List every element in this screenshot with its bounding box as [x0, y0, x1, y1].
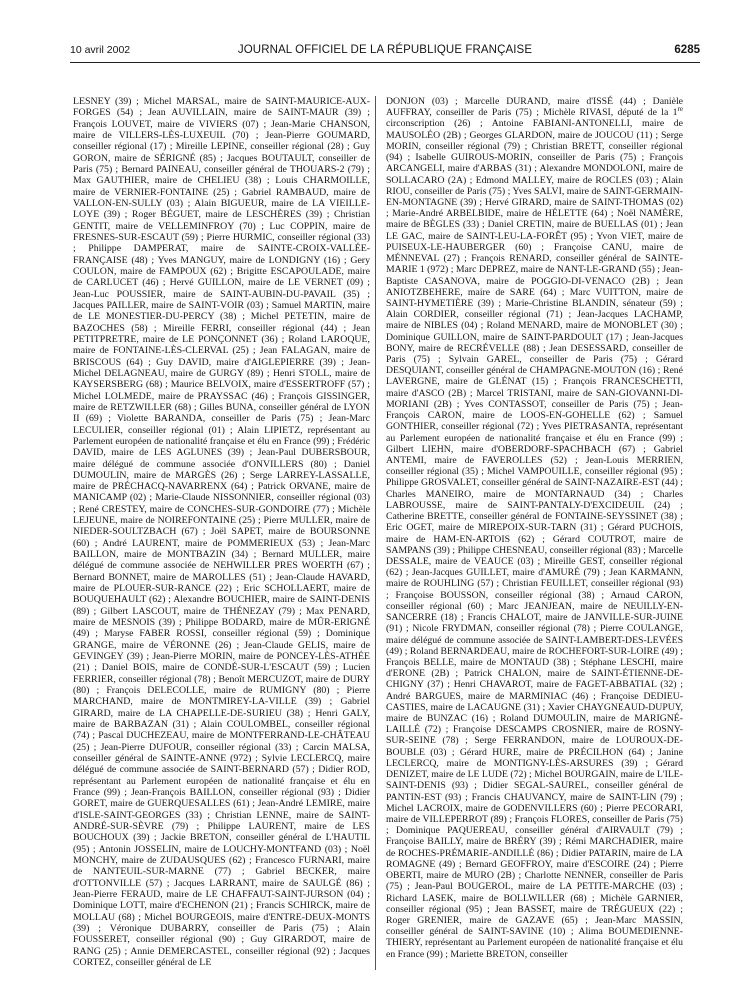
header-date: 10 avril 2002: [70, 44, 131, 56]
page-header: [70, 44, 700, 60]
right-column-text-rest: circonscription (26) ; Antoine FABIANI-ANTONELLI, maire de MAUSOLÉO (2B) ; Georges GLARDON, maire de JOUCOU (11) ; Serge MORIN, conseiller régional (79) ; Christian BRETT, conseiller régional (94) ; Isabelle GUIROUS-MORIN, conseiller de Paris (75) ; François ARCANGELI, maire d'ARBAS (31) ; Alexandre MONDOLONI, maire de SOLLACARO (2A) ; Edmond MALLEY, maire de ROCLES (03) ; Alain RIOU, conseiller de Paris (75) ; Yves SALVI, maire de SAINT-GERMAIN-EN-MONTAGNE (39) ; Hervé GIRARD, maire de SAINT-THOMAS (02) ; Marie-André ARBELBIDE, maire de HÉLETTE (64) ; Noël NAMÈRE, maire de BÈGLES (33) ; Daniel CRETIN, maire de BUELLAS (01) ; Jean LE GAC, maire de SAINT-LEU-LA-FORÊT (95) ; Yvon VIET, maire de PUISEUX-LE-HAUBERGER (60) ; Françoise CANU, maire de MÉNNEVAL (27) ; François RENARD, conseiller général de SAINTE-MARIE 1 (972) ; Marc DEPREZ, maire de NANT-LE-GRAND (55) ; Jean-Baptiste CASANOVA, maire de POGGIO-DI-VENACO (2B) ; Jean ANIOTZBEHERE, maire de SARE (64) ; Marc VUITTON, maire de SAINT-HYMETIÈRE (39) ; Marie-Christine BLANDIN, sénateur (59) ; Alain CORDIER, conseiller régional (71) ; Jean-Jacques LACHAMP, maire de NIBLES (04) ; Roland MENARD, maire de MONOBLET (30) ; Dominique GUILLON, maire de SAINT-PARDOULT (17) ; Jean-Jacques BONY, maire de RECRÉVELLE (88) ; Jean DESESSARD, conseiller de Paris (75) ; Sylvain GAREL, conseiller de Paris (75) ; Gérard DESQUIANT, conseiller général de CHAMPAGNE-MOUTON (16) ; René LAVERGNE, maire de GLÉNAT (15) ; François FRANCESCHETTI, maire d'ASCO (2B) ; Marcel TRISTANI, maire de SAN-GIOVANNI-DI-MORIANI (2B) ; Yves CONTASSOT, conseiller de Paris (75) ; Jean-François CARON, maire de LOOS-EN-GOHELLE (62) ; Samuel GONTHIER, conseiller régional (72) ; Yves PIETRASANTA, représentant au Parlement européen de nationalité française et élu en France (99) ; Gilbert LIEHN, maire d'OBERDORF-SPACHBACH (67) ; Gabriel ANTEMI, maire de FAVEROLLES (52) ; Jean-Louis MERRIEN, conseiller régional (35) ; Michel VAMPOUILLE, conseiller régional (95) ; Philippe GROSVALET, conseiller général de SAINT-NAZAIRE-EST (44) ; Charles MANEIRO, maire de MONTARNAUD (34) ; Charles LABROUSSE, maire de SAINT-PANTALY-D'EXCIDEUIL (24) ; Catherine BRETTE, conseiller général de FONTAINE-SEYSSINET (38) ; Eric OGET, maire de MIREPOIX-SUR-TARN (31) ; Gérard PUCHOIS, maire de HAM-EN-ARTOIS (62) ; Gérard COUTROT, maire de SAMPANS (39) ; Philippe CHESNEAU, conseiller régional (83) ; Marcelle DESSALE, maire de VEAUCE (03) ; Mireille GEST, conseiller régional (62) ; Jean-Jacques GUILLET, maire d'AMURÉ (79) ; Jean KARMANN, maire de ROUHLING (57) ; Christian FEUILLET, conseiller régional (93) ; Françoise BOUSSON, conseiller régional (38) ; Arnaud CARON, conseiller régional (60) ; Marc JEANJEAN, maire de NEUILLY-EN-SANCERRE (18) ; Francis CHALOT, maire de JANVILLE-SUR-JUINE (91) ; Nicole FRYDMAN, conseiller régional (78) ; Pierre COULANGE, maire délégué de commune associée de SAINT-LAMBERT-DES-LEVÉES (49) ; Roland BERNARDEAU, maire de ROCHEFORT-SUR-LOIRE (49) ; François BELLE, maire de MONTAUD (38) ; Stéphane LESCHI, maire d'ERONE (2B) ; Patrick CHALON, maire de SAINT-ÉTIENNE-DE-CHIGNY (37) ; Henri CHAVAROT, maire de FAGET-ABBATIAL (32) ; André BARGUES, maire de MARMINIAC (46) ; Françoise DEDIEU-CASTIES, maire de LACAUGNE (31) ; Xavier CHAYGNEAUD-DUPUY, maire de BUNZAC (16) ; Roland DUMOULIN, maire de MARIGNÉ-LAILLÉ (72) ; Françoise DESCAMPS CROSNIER, maire de ROSNY-SUR-SEINE (78) ; Serge FERRANDON, maire de LOUROUX-DE-BOUBLE (03) ; Gérard HURE, maire de PRÉCILHON (64) ; Janine LECLERCQ, maire de MONTIGNY-LÈS-ARSURES (39) ; Gérard DENIZET, maire de LE LUDE (72) ; Michel BOURGAIN, maire de L'ILE-SAINT-DENIS (93) ; Didier SEGAL-SAUREL, conseiller général de PANTIN-EST (93) ; Francis CHAUVANCY, maire de SAINT-LIN (79) ; Michel LACROIX, maire de GODENVILLERS (60) ; Pierre PECORARI, maire de VILLEPERROT (89) ; François FLORES, conseiller de Paris (75) ; Dominique PAQUEREAU, conseiller général d'AIRVAULT (79) ; Françoise BAILLY, maire de BRÉRY (39) ; Rémi MARCHADIER, maire de ROCHES-PRÉMARIE-ANDILLÉ (86) ; Didier PATARIN, maire de LA ROMAGNE (49) ; Bernard GEOFFROY, maire d'ESCOIRE (24) ; Pierre OBERTI, maire de MURO (2B) ; Charlotte NENNER, conseiller de Paris (75) ; Jean-Paul BOUGEROL, maire de LA PETITE-MARCHE (03) ; Richard LASEK, maire de BOLLWILLER (68) ; Michèle GARNIER, conseiller régional (95) ; Jean BASSET, maire de TRÉGUEUX (22) ; Roger GRENIER, maire de GAZAVE (65) ; Jean-Marc MASSIN, conseiller général de SAINT-SAVINE (10) ; Alima BOUMEDIENNE-THIERY, représentant au Parlement européen de nationalité française et élu en France (99) ; Mariette BRETON, conseiller: [386, 118, 683, 960]
journal-title: JOURNAL OFFICIEL DE LA RÉPUBLIQUE FRANÇAISE: [237, 44, 533, 56]
page-number: 6285: [674, 44, 700, 56]
column-divider: [375, 96, 376, 970]
ordinal-superscript: re: [677, 104, 683, 113]
right-column-text: [386, 96, 683, 960]
header-rule: [70, 62, 700, 63]
right-column-text-start: DONJON (03) ; Marcelle DURAND, maire d'ISSÉ (44) ; Danièle AUFFRAY, conseiller de Paris (75) ; Michèle RIVASI, député de la 1: [386, 96, 683, 119]
left-column-text: LESNEY (39) ; Michel MARSAL, maire de SAINT-MAURICE-AUX-FORGES (54) ; Jean AUVILLAIN, maire de SAINT-MAUR (39) ; François LOUVET, maire de VIVIERS (07) ; Jean-Marie CHANSON, maire de VILLERS-LÈS-LUXEUIL (70) ; Jean-Pierre GOUMARD, conseiller régional (17) ; Mireille LEPINE, conseiller régional (28) ; Guy GORON, maire de SÉRIGNÉ (85) ; Jacques BOUTAULT, conseiller de Paris (75) ; Bernard PAINEAU, conseiller général de THOUARS-2 (79) ; Max GAUTHIER, maire de CHELIEU (38) ; Louis CHARMOILLE, maire de VERNIER-FONTAINE (25) ; Gabriel RAMBAUD, maire de VALLON-EN-SULLY (03) ; Alain BIGUEUR, maire de LA VIEILLE-LOYE (39) ; Roger BÉGUET, maire de LESCHÈRES (39) ; Christian GENTIT, maire de VELLEMINFROY (70) ; Luc COPPIN, maire de FRESNES-SUR-ESCAUT (59) ; Pierre HURMIC, conseiller régional (33) ; Philippe DAMPERAT, maire de SAINTE-CROIX-VALLÉE-FRANÇAISE (48) ; Yves MANGUY, maire de LONDIGNY (16) ; Gery COULON, maire de FAMPOUX (62) ; Brigitte ESCAPOULADE, maire de CARLUCET (46) ; Hervé GUILLON, maire de LE VERNET (09) ; Jean-Luc POUSSIER, maire de SAINT-AUBIN-DU-PAVAIL (35) ; Jacques PAILLER, maire de SAINT-VOIR (03) ; Samuel MARTIN, maire de LE MONESTIER-DU-PERCY (38) ; Michel PETETIN, maire de BAZOCHES (58) ; Mireille FERRI, conseiller régional (44) ; Jean PETITPRETRE, maire de LE PONÇONNET (36) ; Roland LAROQUE, maire de FONTAINE-LÈS-CLERVAL (25) ; Jean FALAGAN, maire de BRISCOUS (64) ; Guy DAVID, maire d'AIGLEPIERRE (39) ; Jean-Michel DELAGNEAU, maire de GURGY (89) ; Henri STOLL, maire de KAYSERSBERG (68) ; Maurice BELVOIX, maire d'ESSERTROFF (57) ; Michel LOLMEDE, maire de PRAYSSAC (46) ; François GISSINGER, maire de RETZWILLER (68) ; Gilles BUNA, conseiller général de LYON II (69) ; Violette BARANDA, conseiller de Paris (75) ; Jean-Marc LECULIER, conseiller régional (01) ; Alain LIPIETZ, représentant au Parlement européen de nationalité française et élu en France (99) ; Frédéric DAVID, maire de LES AGLUNES (39) ; Jean-Paul DUBERSBOUR, maire délégué de commune associée d'ONVILLERS (80) ; Daniel DUMOULIN, maire de MARGÈS (26) ; Serge LARREY-LASSALLE, maire de PRÉCHACQ-NAVARRENX (64) ; Patrick ORVANE, maire de MANICAMP (02) ; Marie-Claude NISSONNIER, conseiller régional (03) ; René CRESTEY, maire de CONCHES-SUR-GONDOIRE (77) ; Michèle LEJEUNE, maire de NOIREFONTAINE (25) ; Pierre MULLER, maire de NIEDER-SOULTZBACH (67) ; Joël SAPET, maire de BOURSONNE (60) ; André LAURENT, maire de POMMERIEUX (53) ; Jean-Marc BAILLON, maire de MONTBAZIN (34) ; Bernard MULLER, maire délégué de commune associée de NEHWILLER PRES WOERTH (67) ; Bernard BONNET, maire de MAROLLES (51) ; Jean-Claude HAVARD, maire de PLOUER-SUR-RANCE (22) ; Eric SCHOLLAERT, maire de BOUQUEHAULT (62) ; Alexandre BOUCHIER, maire de SAINT-DENIS (89) ; Gilbert LASCOUT, maire de THÉNEZAY (79) ; Max PENARD, maire de MESNOIS (39) ; Philippe BODARD, maire de MÛR-ERIGNÉ (49) ; Maryse FABER ROSSI, conseiller régional (59) ; Dominique GRANGE, maire de VÉRONNE (26) ; Jean-Claude GELIS, maire de GEVINGEY (39) ; Jean-Pierre MORIN, maire de PONCEY-LÈS-ATHÉE (21) ; Daniel BOIS, maire de CONDÉ-SUR-L'ESCAUT (59) ; Lucien FERRIER, conseiller régional (78) ; Benoît MERCUZOT, maire de DURY (80) ; François DELECOLLE, maire de RUMIGNY (80) ; Pierre MARCHAND, maire de MONTMIREY-LA-VILLE (39) ; Gabriel GIRARD, maire de LA CHAPELLE-DE-SURIEU (38) ; Henri GALY, maire de BARBAZAN (31) ; Alain COULOMBEL, conseiller régional (74) ; Pascal DUCHEZEAU, maire de MONTFERRAND-LE-CHÂTEAU (25) ; Jean-Pierre DUFOUR, conseiller régional (33) ; Carcin MALSA, conseiller général de SAINTE-ANNE (972) ; Sylvie LECLERCQ, maire délégué de commune associée de SAINT-BERNARD (57) ; Didier ROD, représentant au Parlement européen de nationalité française et élu en France (99) ; Jean-François BAILLON, conseiller régional (93) ; Didier GORET, maire de GUERQUESALLES (61) ; Jean-André LEMIRE, maire d'ISLE-SAINT-GEORGES (33) ; Christian LENNE, maire de SAINT-ANDRÉ-SUR-SÈVRE (79) ; Philippe LAURENT, maire de LES BOUCHOUX (39) ; Jackie BRETON, conseiller général de L'HAUTIL (95) ; Antonin JOSSELIN, maire de LOUCHY-MONTFAND (03) ; Noël MONCHY, maire de ZUDAUSQUES (62) ; Francesco FURNARI, maire de NANTEUIL-SUR-MARNE (77) ; Gabriel BECKER, maire d'OTTONVILLE (57) ; Jacques LARRANT, maire de SAULGÉ (86) ; Jean-Pierre FERAUD, maire de LE CHAFFAUT-SAINT-JURSON (04) ; Dominique LOTT, maire d'ECHENON (21) ; Francis SCHIRCK, maire de MOLLAU (68) ; Michel BOURGEOIS, maire d'ENTRE-DEUX-MONTS (39) ; Véronique DUBARRY, conseiller de Paris (75) ; Alain FOUSSERET, conseiller régional (90) ; Guy GIRARDOT, maire de RANG (25) ; Annie DEMERCASTEL, conseiller régional (92) ; Jacques CORTEZ, conseiller général de LE: [73, 96, 370, 968]
